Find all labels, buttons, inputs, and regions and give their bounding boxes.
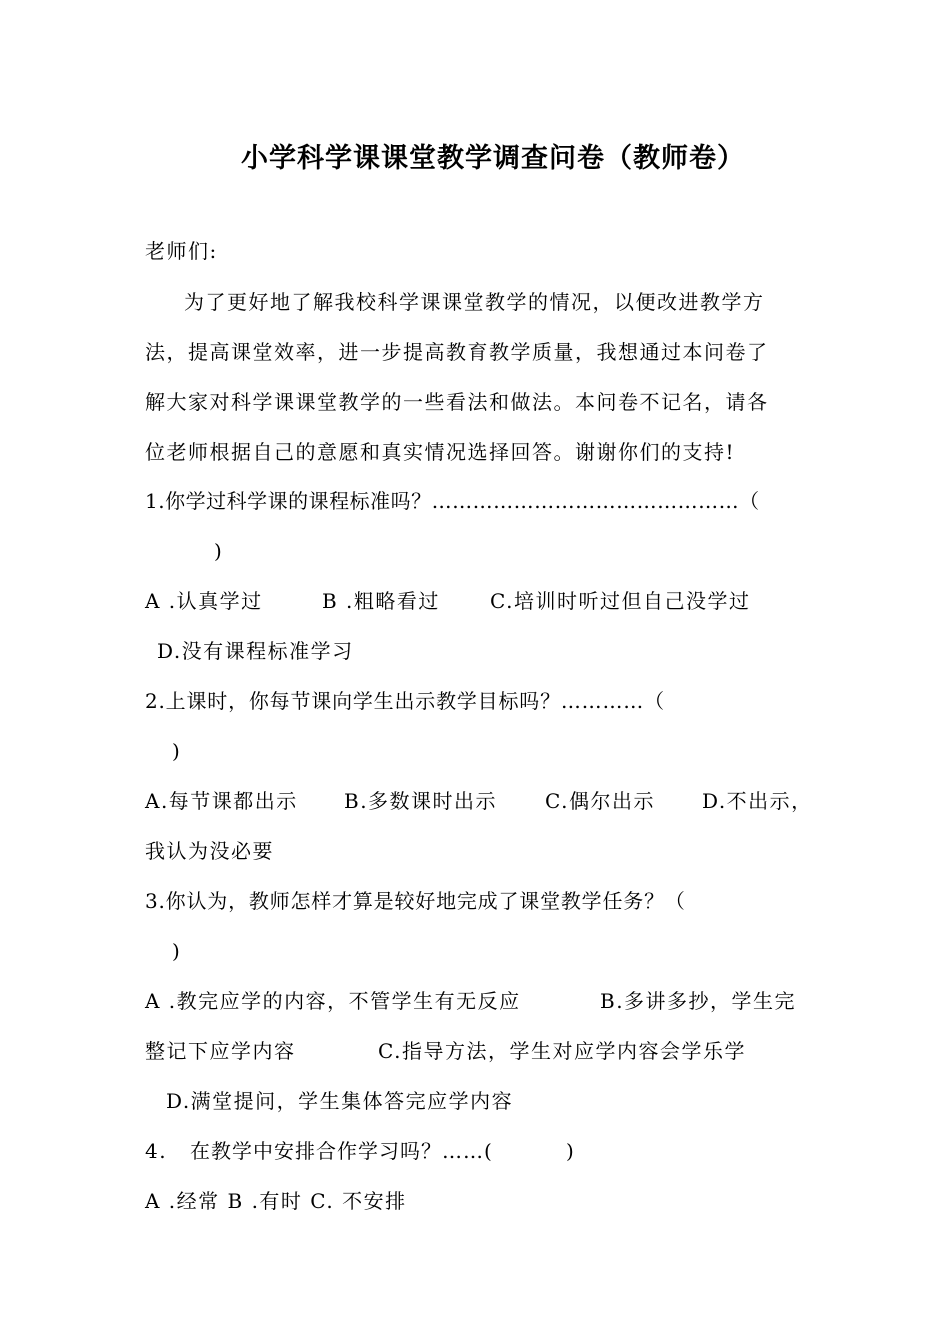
question-1-close: ) — [214, 539, 224, 563]
q2-option-d-cont: 我认为没必要 — [145, 839, 274, 863]
question-3: 3.你认为，教师怎样才算是较好地完成了课堂教学任务？（ — [145, 889, 686, 913]
question-2: 2.上课时，你每节课向学生出示教学目标吗？…………（ — [145, 689, 665, 713]
q2-option-d: D.不出示， — [702, 789, 813, 813]
question-3-close: ) — [172, 939, 182, 963]
q3-option-d: D.满堂提问，学生集体答完应学内容 — [166, 1089, 514, 1113]
question-4-number: 4. — [145, 1139, 168, 1163]
page-title: 小学科学课课堂教学调查问卷（教师卷） — [241, 143, 745, 174]
q2-option-b: B.多数课时出示 — [344, 789, 498, 813]
question-4-close: ) — [566, 1139, 576, 1163]
intro-line-3: 解大家对科学课课堂教学的一些看法和做法。本问卷不记名，请各 — [145, 390, 769, 414]
intro-line-1: 为了更好地了解我校科学课课堂教学的情况，以便改进教学方 — [184, 290, 765, 314]
greeting: 老师们: — [145, 239, 218, 263]
q1-option-b: B .粗略看过 — [322, 589, 440, 613]
q1-option-a: A .认真学过 — [145, 589, 263, 613]
question-4: 在教学中安排合作学习吗？……( — [190, 1139, 493, 1163]
question-1: 1.你学过科学课的课程标准吗？………………………………………（ — [145, 489, 760, 513]
q1-option-d: D.没有课程标准学习 — [157, 639, 354, 663]
intro-line-4: 位老师根据自己的意愿和真实情况选择回答。谢谢你们的支持! — [145, 440, 736, 464]
q3-option-a: A .教完应学的内容，不管学生有无反应 — [145, 989, 521, 1013]
q2-option-c: C.偶尔出示 — [545, 789, 655, 813]
question-2-close: ) — [172, 739, 182, 763]
q1-option-c: C.培训时听过但自己没学过 — [490, 589, 751, 613]
q3-option-b-cont: 整记下应学内容 — [145, 1039, 296, 1063]
q4-options: A .经常 B .有时 C. 不安排 — [145, 1189, 407, 1213]
q3-option-b: B.多讲多抄，学生完 — [600, 989, 797, 1013]
intro-line-2: 法，提高课堂效率，进一步提高教育教学质量，我想通过本问卷了 — [145, 340, 769, 364]
q2-option-a: A.每节课都出示 — [145, 789, 298, 813]
q3-option-c: C.指导方法，学生对应学内容会学乐学 — [378, 1039, 746, 1063]
